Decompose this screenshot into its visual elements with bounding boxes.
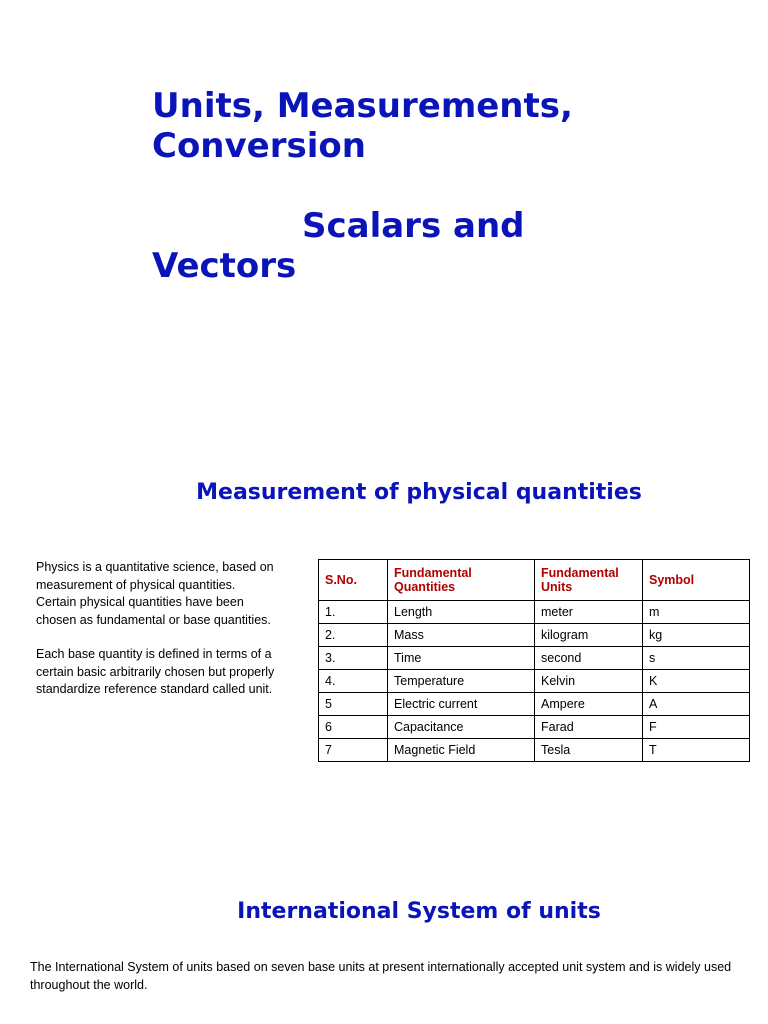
intro-text bbox=[36, 559, 276, 716]
cell-symbol: m bbox=[643, 601, 750, 624]
cell-symbol: s bbox=[643, 647, 750, 670]
cell-sno: 1. bbox=[319, 601, 388, 624]
cell-quantity: Magnetic Field bbox=[388, 739, 535, 762]
cell-sno: 7 bbox=[319, 739, 388, 762]
table-row bbox=[319, 647, 750, 670]
cell-unit: second bbox=[535, 647, 643, 670]
cell-quantity: Mass bbox=[388, 624, 535, 647]
cell-symbol: A bbox=[643, 693, 750, 716]
table-row bbox=[319, 601, 750, 624]
table-row bbox=[319, 739, 750, 762]
cell-symbol: T bbox=[643, 739, 750, 762]
cell-sno: 6 bbox=[319, 716, 388, 739]
cell-unit: Tesla bbox=[535, 739, 643, 762]
intro-paragraph-1: Physics is a quantitative science, based on measurement of physical quantities. Certain physical quantities have been chosen as fundamental or base quantities. bbox=[36, 560, 274, 627]
title-line-3-text: Scalars and bbox=[302, 206, 525, 246]
header-quantities: Fundamental Quantities bbox=[388, 560, 535, 601]
cell-quantity: Time bbox=[388, 647, 535, 670]
cell-unit: Ampere bbox=[535, 693, 643, 716]
cell-sno: 4. bbox=[319, 670, 388, 693]
cell-quantity: Temperature bbox=[388, 670, 535, 693]
table-row bbox=[319, 693, 750, 716]
title-gap bbox=[152, 166, 672, 206]
cell-unit: meter bbox=[535, 601, 643, 624]
cell-unit: kilogram bbox=[535, 624, 643, 647]
title-line-2: Conversion bbox=[152, 126, 366, 166]
cell-sno: 3. bbox=[319, 647, 388, 670]
cell-symbol: K bbox=[643, 670, 750, 693]
title-line-1: Units, Measurements, bbox=[152, 86, 573, 126]
table-header-row bbox=[319, 560, 750, 601]
intro-paragraph-2: Each base quantity is defined in terms of a certain basic arbitrarily chosen but properly standardize reference standard called unit. bbox=[36, 647, 275, 696]
cell-symbol: kg bbox=[643, 624, 750, 647]
header-symbol: Symbol bbox=[643, 560, 750, 601]
section-heading-measurement: Measurement of physical quantities bbox=[196, 480, 642, 505]
table-row bbox=[319, 624, 750, 647]
title-line-4: Vectors bbox=[152, 246, 297, 286]
table-row bbox=[319, 716, 750, 739]
cell-symbol: F bbox=[643, 716, 750, 739]
table-row bbox=[319, 670, 750, 693]
document-title bbox=[152, 86, 672, 286]
cell-sno: 2. bbox=[319, 624, 388, 647]
header-sno: S.No. bbox=[319, 560, 388, 601]
si-units-paragraph: The International System of units based on seven base units at present internationally accepted unit system and is widely used throughout the world. bbox=[30, 960, 732, 992]
title-line-3 bbox=[152, 206, 672, 246]
cell-quantity: Capacitance bbox=[388, 716, 535, 739]
header-units: Fundamental Units bbox=[535, 560, 643, 601]
cell-unit: Farad bbox=[535, 716, 643, 739]
cell-unit: Kelvin bbox=[535, 670, 643, 693]
cell-quantity: Electric current bbox=[388, 693, 535, 716]
cell-sno: 5 bbox=[319, 693, 388, 716]
cell-quantity: Length bbox=[388, 601, 535, 624]
base-units-table bbox=[318, 559, 750, 762]
section-heading-si-units: International System of units bbox=[237, 899, 601, 924]
